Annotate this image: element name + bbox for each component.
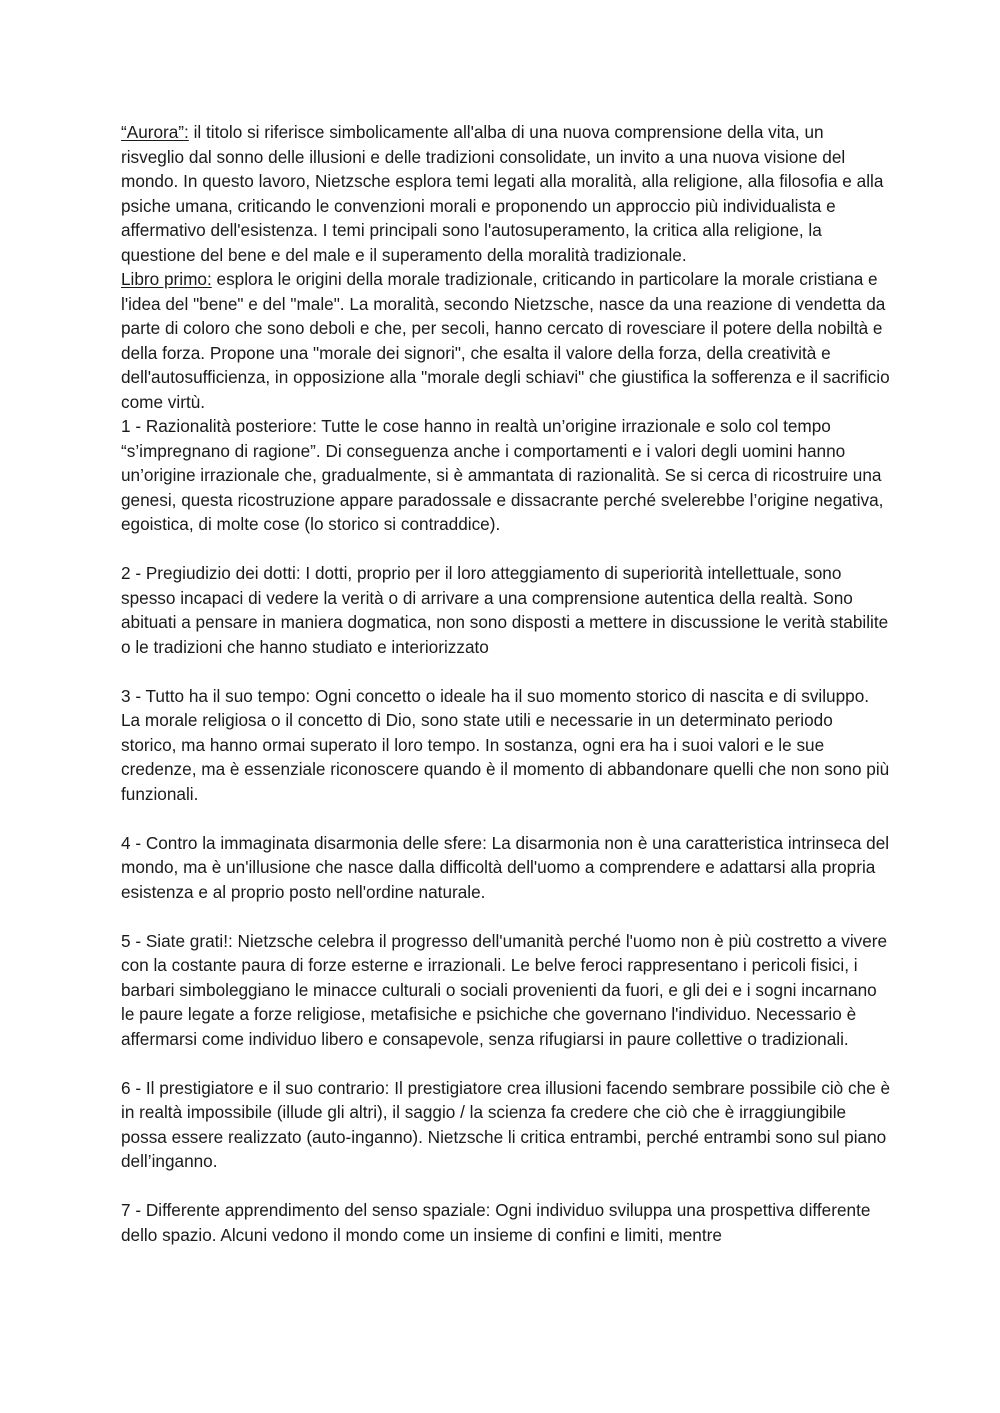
section-2-paragraph: 2 - Pregiudizio dei dotti: I dotti, proprio per il loro atteggiamento di superiorità intellettuale, sono spesso incapaci di vedere la verità o di arrivare a una comprensione autentica della realtà. Sono abituati a pensare in maniera dogmatica, non sono disposti a mettere in discussione le verità stabilite o le tradizioni che hanno studiato e interiorizzato — [121, 563, 889, 657]
section-1-paragraph: 1 - Razionalità posteriore: Tutte le cose hanno in realtà un’origine irrazionale e solo col tempo “s’impregnano di ragione”. Di conseguenza anche i comportamenti e i valori degli uomini hanno un’origine irrazionale che, gradualmente, si è ammantata di razionalità. Se si cerca di ricostruire una genesi, questa ricostruzione appare paradossale e dissacrante perché svelerebbe l’origine negativa, egoistica, di molte cose (lo storico si contraddice). — [121, 416, 884, 534]
document-body — [121, 120, 891, 1247]
section-7-paragraph: 7 - Differente apprendimento del senso spaziale: Ogni individuo sviluppa una prospettiva differente dello spazio. Alcuni vedono il mondo come un insieme di confini e limiti, mentre — [121, 1200, 871, 1245]
section-3-paragraph: 3 - Tutto ha il suo tempo: Ogni concetto o ideale ha il suo momento storico di nascita e di sviluppo. La morale religiosa o il concetto di Dio, sono state utili e necessarie in un determinato periodo storico, ma hanno ormai superato il loro tempo. In sostanza, ogni era ha i suoi valori e le sue credenze, ma è essenziale riconoscere quando è il momento di abbandonare quelli che non sono più funzionali. — [121, 685, 890, 804]
intro-paragraph — [121, 120, 891, 267]
book-one-label: Libro primo: — [121, 269, 212, 289]
intro-text: il titolo si riferisce simbolicamente all'alba di una nuova comprensione della vita, un risveglio dal sonno delle illusioni e delle tradizioni consolidate, un invito a una nuova visione del mondo. In questo lavoro, Nietzsche esplora temi legati alla moralità, alla religione, alla filosofia e alla psiche umana, criticando le convenzioni morali e proponendo un approccio più individualista e affermativo dell'esistenza. I temi principali sono l'autosuperamento, la critica alla religione, la questione del bene e del male e il superamento della moralità tradizionale. — [121, 122, 884, 265]
intro-label: “Aurora”: — [121, 122, 189, 142]
book-one-paragraph — [121, 267, 891, 414]
section-4-paragraph: 4 - Contro la immaginata disarmonia delle sfere: La disarmonia non è una caratteristica intrinseca del mondo, ma è un'illusione che nasce dalla difficoltà dell'uomo a comprendere e adattarsi alla propria esistenza e al proprio posto nell'ordine naturale. — [121, 832, 890, 902]
section-5-paragraph: 5 - Siate grati!: Nietzsche celebra il progresso dell'umanità perché l'uomo non è più costretto a vivere con la costante paura di forze esterne e irrazionali. Le belve feroci rappresentano i pericoli fisici, i barbari simboleggiano le minacce culturali o sociali provenienti da fuori, e gli dei e i sogni incarnano le paure legate a forze religiose, metafisiche e psichiche che governano l'individuo. Necessario è affermarsi come individuo libero e consapevole, senza rifugiarsi in paure collettive o tradizionali. — [121, 930, 888, 1049]
book-one-text: esplora le origini della morale tradizionale, criticando in particolare la morale cristiana e l'idea del "bene" e del "male". La moralità, secondo Nietzsche, nasce da una reazione di vendetta da parte di coloro che sono deboli e che, per secoli, hanno cercato di rovesciare il potere della nobiltà e della forza. Propone una "morale dei signori", che esalta il valore della forza, della creatività e dell'autosufficienza, in opposizione alla "morale degli schiavi" che giustifica la sofferenza e il sacrificio come virtù. — [121, 269, 890, 412]
section-6-paragraph: 6 - Il prestigiatore e il suo contrario: Il prestigiatore crea illusioni facendo sembrare possibile ciò che è in realtà impossibile (illude gli altri), il saggio / la scienza fa credere che ciò che è irraggiungibile possa essere realizzato (auto-inganno). Nietzsche li critica entrambi, perché entrambi sono sul piano dell’inganno. — [121, 1077, 891, 1171]
